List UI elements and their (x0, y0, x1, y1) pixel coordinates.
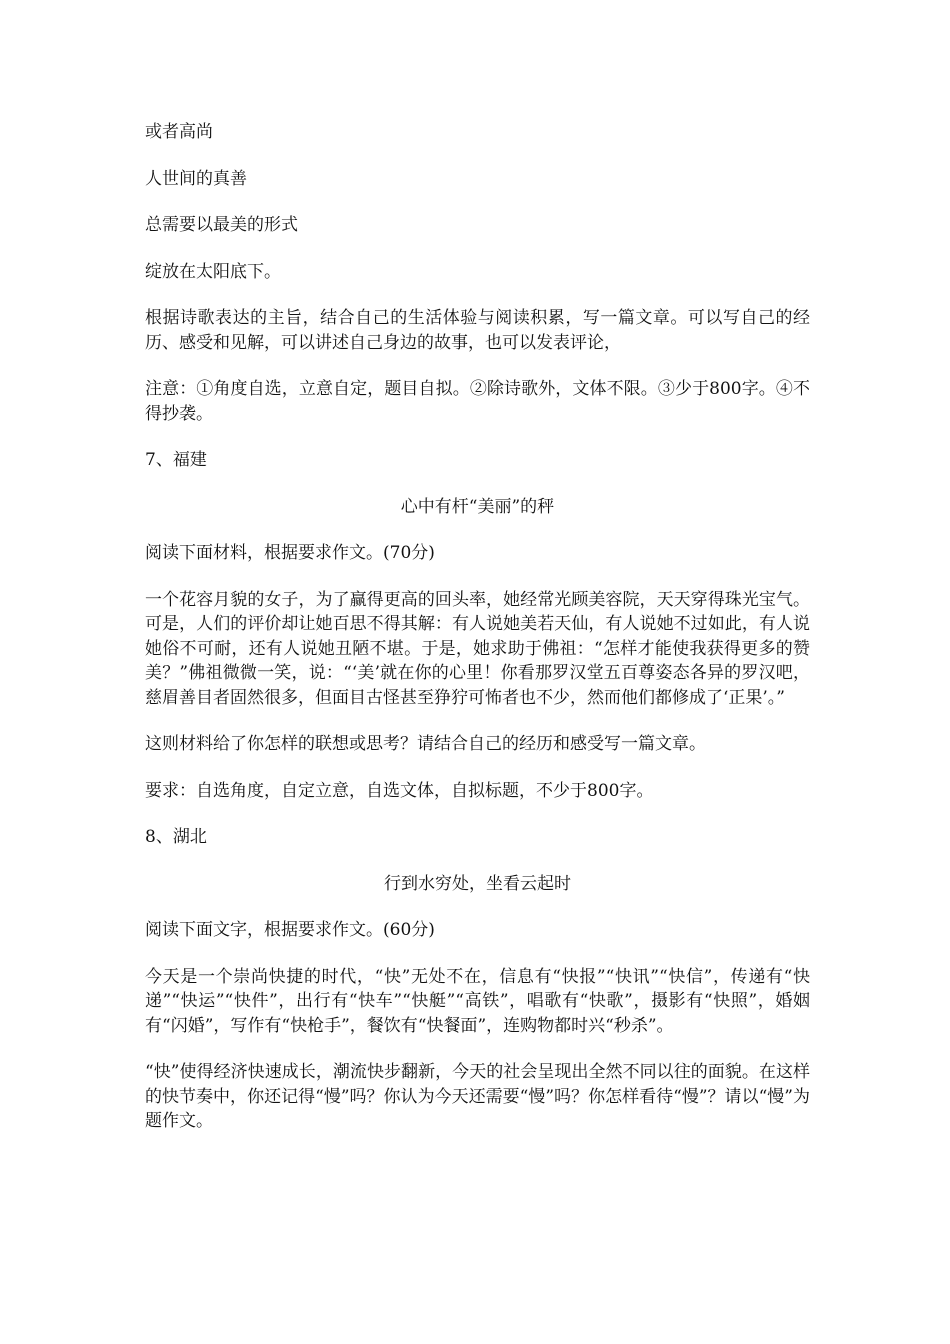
task7-prompt: 阅读下面材料，根据要求作文。(70分) (145, 543, 435, 563)
task8-material-2: “快”使得经济快速成长，潮流快步翻新，今天的社会呈现出全然不同以往的面貌。在这样的快节奏中，你还记得“慢”吗？你认为今天还需要“慢”吗？你怎样看待“慢”？请以“慢”为题作文。 (145, 1062, 810, 1131)
poem-line: 绽放在太阳底下。 (145, 261, 281, 282)
task8-material-1: 今天是一个崇尚快捷的时代，“快”无处不在，信息有“快报”“快讯”“快信”，传递有“快递”“快运”“快件”，出行有“快车”“快艇”“高铁”，唱歌有“快歌”，摄影有“快照”，婚姻有“闪婚”，写作有“快枪手”，餐饮有“快餐面”，连购物都时兴“秒杀”。 (145, 966, 810, 1036)
poem-line: 总需要以最美的形式 (145, 215, 298, 235)
document-page (145, 120, 810, 1156)
poem-line: 人世间的真善 (145, 168, 247, 189)
task6-notes: 注意：①角度自选，立意自定，题目自拟。②除诗歌外，文体不限。③少于800字。④不得抄袭。 (145, 379, 810, 424)
task8-heading: 8、湖北 (145, 827, 207, 847)
task7-material: 一个花容月貌的女子，为了赢得更高的回头率，她经常光顾美容院，天天穿得珠光宝气。可是，人们的评价却让她百思不得其解：有人说她美若天仙，有人说她不过如此，有人说她俗不可耐，还有人说她丑陋不堪。于是，她求助于佛祖：“怎样才能使我获得更多的赞美？”佛祖微微一笑，说：“‘美’就在你的心里！你看那罗汉堂五百尊姿态各异的罗汉吧，慈眉善目者固然很多，但面目古怪甚至狰狞可怖者也不少，然而他们都修成了‘正果’。” (145, 589, 810, 708)
task8-title: 行到水穷处，坐看云起时 (384, 873, 571, 894)
task8-prompt: 阅读下面文字，根据要求作文。(60分) (145, 920, 435, 940)
poem-line: 或者高尚 (145, 122, 213, 142)
task7-question: 这则材料给了你怎样的联想或思考？请结合自己的经历和感受写一篇文章。 (145, 734, 706, 754)
task7-requirement: 要求：自选角度，自定立意，自选文体，自拟标题，不少于800字。 (145, 780, 654, 801)
task7-heading: 7、福建 (145, 450, 207, 470)
task6-instruction: 根据诗歌表达的主旨，结合自己的生活体验与阅读积累，写一篇文章。可以写自己的经历、感受和见解，可以讲述自己身边的故事，也可以发表评论， (145, 308, 810, 353)
task7-title: 心中有杆“美丽”的秤 (400, 496, 555, 517)
